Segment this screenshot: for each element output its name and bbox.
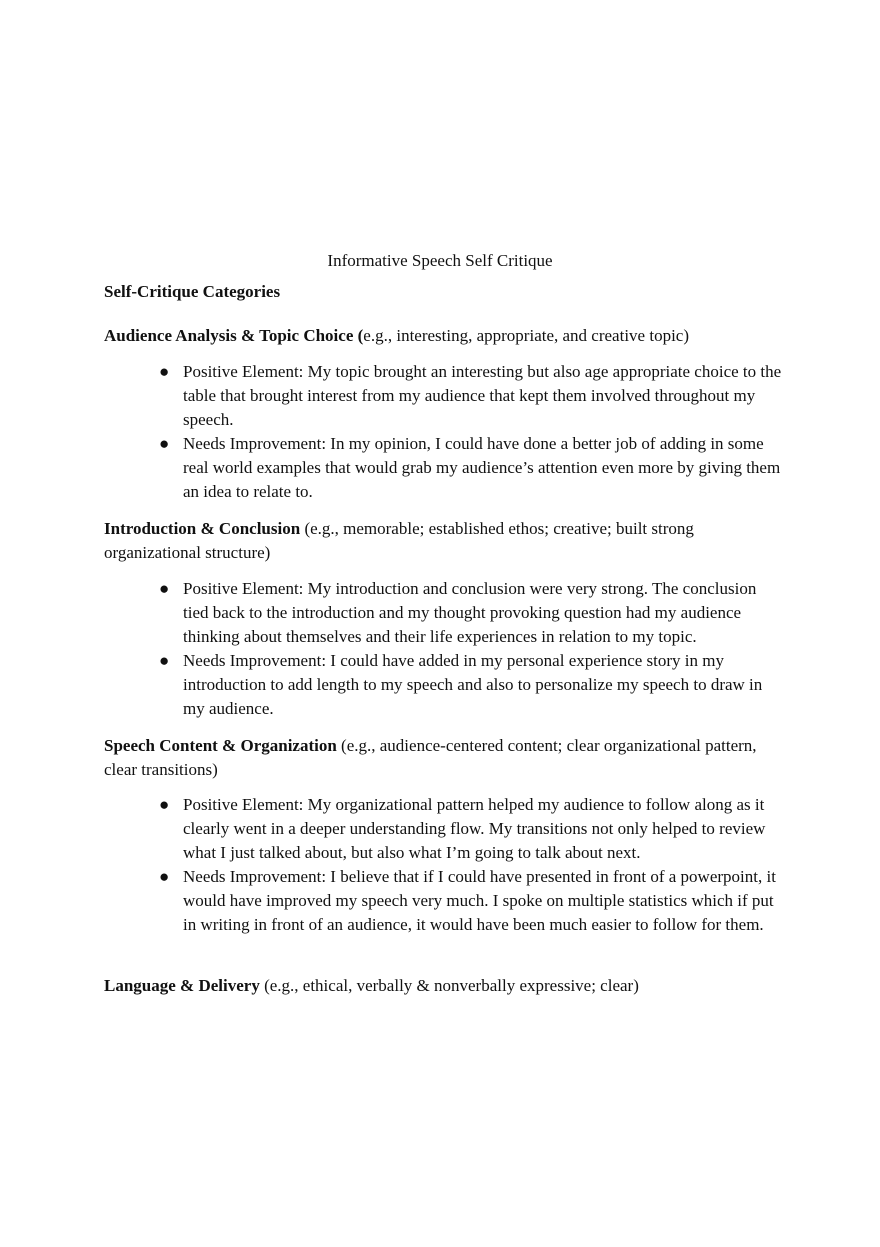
categories-heading: Self-Critique Categories [104,282,281,301]
section-heading-language: Language & Delivery (e.g., ethical, verbally & nonverbally expressive; clear) [104,976,639,995]
section-heading-intro: Introduction & Conclusion (e.g., memorable; established ethos; creative; built strong organizational structure) [104,519,694,562]
list-item: ● Needs Improvement: I could have added in my personal experience story in my introduction to add length to my speech and also to personalize my speech to draw in my audience. [159,651,763,718]
content-bullets [159,793,783,937]
document-title: Informative Speech Self Critique [327,251,553,270]
list-item: ● Needs Improvement: I believe that if I could have presented in front of a powerpoint, it would have improved my speech very much. I spoke on multiple statistics which if put in writing in front of an audience, it would have been much easier to follow for them. [159,867,776,934]
audience-bullets [159,360,783,504]
list-item: ● Positive Element: My introduction and conclusion were very strong. The conclusion tied back to the introduction and my thought provoking question had my audience thinking about themselves and their life experiences in relation to my topic. [159,579,757,646]
list-item: ● Needs Improvement: In my opinion, I could have done a better job of adding in some real world examples that would grab my audience’s attention even more by giving them an idea to relate to. [159,434,781,501]
section-heading-audience: Audience Analysis & Topic Choice (e.g., interesting, appropriate, and creative topic) [104,326,689,345]
list-item: ● Positive Element: My topic brought an interesting but also age appropriate choice to the table that brought interest from my audience that kept them involved throughout my speech. [159,362,782,429]
list-item: ● Positive Element: My organizational pattern helped my audience to follow along as it clearly went in a deeper understanding flow. My transitions not only helped to review what I just talked about, but also what I’m going to talk about next. [159,795,766,862]
intro-bullets [159,577,783,721]
section-heading-content: Speech Content & Organization (e.g., audience-centered content; clear organizational pattern, clear transitions) [104,736,757,779]
